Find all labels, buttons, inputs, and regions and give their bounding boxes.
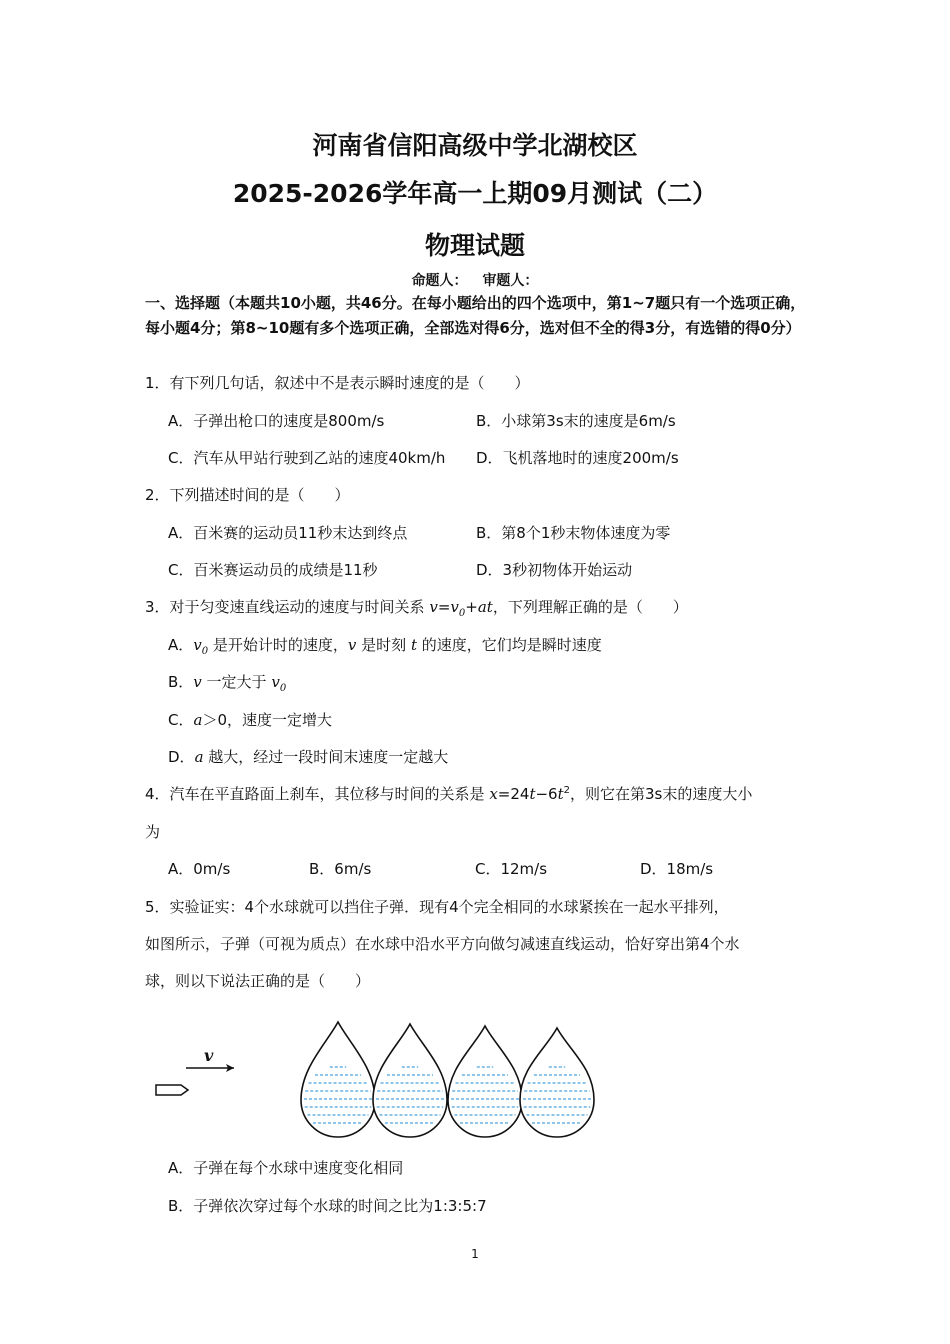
q3a-t3: 的速度，它们均是瞬时速度 <box>416 636 602 654</box>
q3-option-b <box>168 671 286 694</box>
q4-stem-post: ，则它在第3s末的速度大小 <box>570 785 753 803</box>
q3-eq: = <box>437 598 451 616</box>
q3a-t: t <box>410 636 417 654</box>
q3c-t1: ＞0，速度一定增大 <box>202 711 332 729</box>
velocity-label: v <box>204 1046 214 1065</box>
page-number: 1 <box>471 1247 479 1261</box>
q1-option-b: B．小球第3s末的速度是6m/s <box>476 412 676 430</box>
q5-stem-line1: 5．实验证实：4个水球就可以挡住子弹．现有4个完全相同的水球紧挨在一起水平排列， <box>145 898 729 916</box>
q4-option-a: A．0m/s <box>168 860 231 878</box>
q3d-t1: 越大，经过一段时间末速度一定越大 <box>203 748 449 766</box>
q3-option-d <box>168 746 448 767</box>
q3a-sub0: 0 <box>201 646 209 657</box>
q3c-a: a <box>193 711 203 729</box>
q1-stem: 1．有下列几句话，叙述中不是表示瞬时速度的是（ ） <box>145 374 530 392</box>
q3a-t2: 是时刻 <box>356 636 411 654</box>
q4-option-c: C．12m/s <box>475 860 548 878</box>
exam-title: 2025-2026学年高一上期09月测试（二） <box>232 179 718 208</box>
q3a-v0: v <box>193 636 202 654</box>
q4-var-t2: t <box>557 785 564 803</box>
q3-stem-pre: 3．对于匀变速直线运动的速度与时间关系 <box>145 598 430 616</box>
q4-sup2: 2 <box>563 785 571 796</box>
q4-var-x: x <box>489 785 498 803</box>
q3a-v: v <box>347 636 357 654</box>
water-drops <box>301 1022 594 1137</box>
q5-stem-line3: 球，则以下说法正确的是（ ） <box>145 972 371 990</box>
q3c-label: C． <box>168 711 194 729</box>
q4-stem-pre: 4．汽车在平直路面上刹车，其位移与时间的关系是 <box>145 785 490 803</box>
q3-var-at: at <box>477 598 493 616</box>
q3a-label: A． <box>168 636 194 654</box>
q3b-t1: 一定大于 <box>201 673 272 691</box>
q3b-v: v <box>193 673 202 691</box>
author-label: 命题人： <box>411 273 468 289</box>
q3a-t1: 是开始计时的速度， <box>208 636 348 654</box>
q4-stem <box>145 783 752 804</box>
q2-option-d: D．3秒初物体开始运动 <box>476 561 633 579</box>
water-drop-2 <box>373 1024 447 1137</box>
q3-option-a <box>168 634 602 657</box>
q4-minus: −6 <box>535 785 558 803</box>
q4-stem-line2: 为 <box>145 823 161 841</box>
q2-option-c: C．百米赛运动员的成绩是11秒 <box>168 561 378 579</box>
subject-title: 物理试题 <box>424 231 525 260</box>
section-instructions: 一、选择题（本题共10小题，共46分。在每小题给出的四个选项中，第1~7题只有一个选项正确，每小题4分；第8~10题有多个选项正确，全部选对得6分，选对但不全的得3分，有选错的得0分） <box>145 294 806 337</box>
q3-sub0: 0 <box>458 608 466 619</box>
water-drop-3 <box>448 1026 522 1137</box>
q3b-v0: v <box>271 673 280 691</box>
reviewer-label: 审题人： <box>482 273 539 289</box>
q5-stem-line2: 如图所示，子弹（可视为质点）在水球中沿水平方向做匀减速直线运动，恰好穿出第4个水 <box>145 935 740 953</box>
q3d-a: a <box>194 748 204 766</box>
q3-stem-post: ，下列理解正确的是（ ） <box>492 598 688 616</box>
q2-option-a: A．百米赛的运动员11秒末达到终点 <box>168 524 408 542</box>
q3b-label: B． <box>168 673 194 691</box>
q5-option-b: B．子弹依次穿过每个水球的时间之比为1:3:5:7 <box>168 1197 487 1215</box>
q3b-sub0: 0 <box>279 683 287 694</box>
q3-option-c <box>168 709 332 730</box>
q4-var-t1: t <box>529 785 536 803</box>
q4-eq: =24 <box>497 785 530 803</box>
q2-option-b: B．第8个1秒末物体速度为零 <box>476 524 671 542</box>
authors-line <box>0 270 950 290</box>
q1-option-a: A．子弹出枪口的速度是800m/s <box>168 412 385 430</box>
q3-stem <box>145 596 688 619</box>
q1-option-d: D．飞机落地时的速度200m/s <box>476 449 679 467</box>
q3-var-v: v <box>429 598 438 616</box>
school-title: 河南省信阳高级中学北湖校区 <box>312 131 638 160</box>
q5-option-a: A．子弹在每个水球中速度变化相同 <box>168 1159 404 1177</box>
bullet-shape <box>156 1085 188 1095</box>
q3-var-v0: v <box>450 598 459 616</box>
q3d-label: D． <box>168 748 195 766</box>
water-drop-1 <box>301 1022 375 1137</box>
q3-plus: + <box>465 598 478 616</box>
q4-option-b: B．6m/s <box>309 860 372 878</box>
water-balls-figure <box>148 1012 608 1147</box>
q1-option-c: C．汽车从甲站行驶到乙站的速度40km/h <box>168 449 446 467</box>
q2-stem: 2．下列描述时间的是（ ） <box>145 486 350 504</box>
q4-option-d: D．18m/s <box>640 860 714 878</box>
